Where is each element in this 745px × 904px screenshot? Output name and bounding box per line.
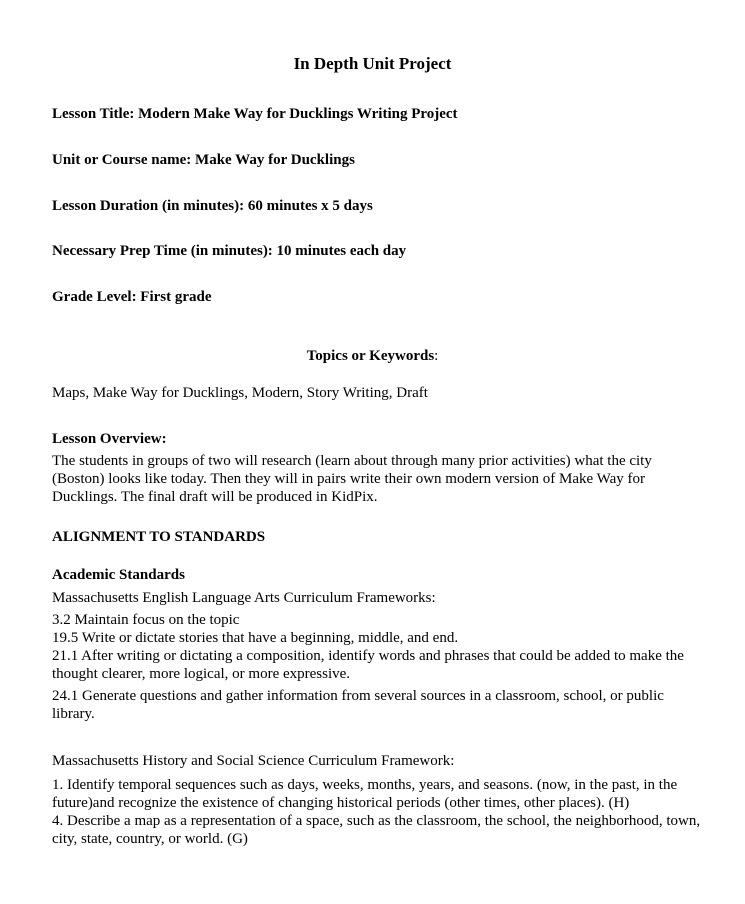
history-standard: 1. Identify temporal sequences such as days, weeks, months, years, and seasons. (now, in the past, in the future)and recognize the existence of changing historical periods (other times, other places). (H) <box>52 777 678 811</box>
ela-standard: 21.1 After writing or dictating a composition, identify words and phrases that could be added to make the thought clearer, more logical, or more expressive. <box>52 648 684 682</box>
overview-text: The students in groups of two will research (learn about through many prior activities) what the city (Boston) looks like today. Then they will in pairs write their own modern version of Make Way for Ducklings. The final draft will be produced in KidPix. <box>52 453 652 505</box>
history-framework-title: Massachusetts History and Social Science Curriculum Framework: <box>52 753 455 769</box>
overview-heading: Lesson Overview: <box>52 431 167 447</box>
document-title: In Depth Unit Project <box>293 54 452 73</box>
history-standard: 4. Describe a map as a representation of a space, such as the classroom, the school, the neighborhood, town, city, state, country, or world. (G) <box>52 813 701 847</box>
ela-standard: 3.2 Maintain focus on the topic <box>52 612 240 628</box>
history-standards-list <box>52 776 702 848</box>
unit-name: Unit or Course name: Make Way for Ducklings <box>52 152 355 168</box>
lesson-title: Lesson Title: Modern Make Way for Ducklings Writing Project <box>52 106 458 122</box>
topics-colon: : <box>434 348 439 364</box>
topics-heading-line <box>0 347 745 365</box>
ela-standards-list <box>52 611 702 723</box>
academic-standards-heading: Academic Standards <box>52 567 185 583</box>
topics-text: Maps, Make Way for Ducklings, Modern, Story Writing, Draft <box>52 385 428 401</box>
ela-framework-title: Massachusetts English Language Arts Curriculum Frameworks: <box>52 590 436 606</box>
prep-time: Necessary Prep Time (in minutes): 10 minutes each day <box>52 243 407 259</box>
ela-standard: 24.1 Generate questions and gather information from several sources in a classroom, school, or public library. <box>52 688 664 722</box>
topics-heading: Topics or Keywords <box>306 348 435 364</box>
grade-level: Grade Level: First grade <box>52 289 212 305</box>
alignment-heading: ALIGNMENT TO STANDARDS <box>52 529 266 545</box>
ela-standard: 19.5 Write or dictate stories that have a beginning, middle, and end. <box>52 630 459 646</box>
lesson-duration: Lesson Duration (in minutes): 60 minutes x 5 days <box>52 198 373 214</box>
